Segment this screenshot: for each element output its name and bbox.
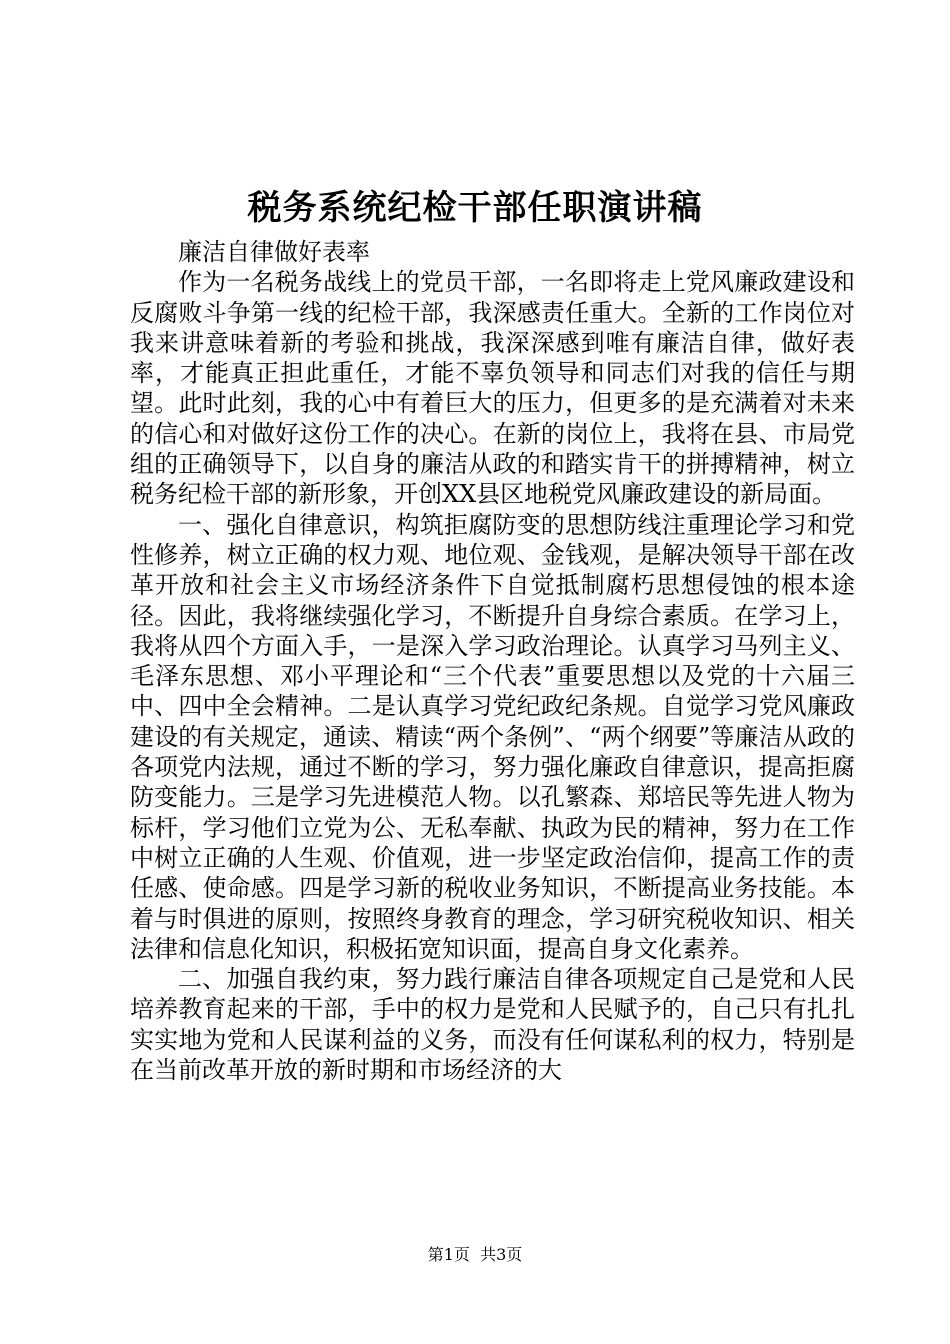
page-number-total: 共3页 (480, 1245, 523, 1264)
document-title: 税务系统纪检干部任职演讲稿 (247, 188, 703, 228)
document-body (130, 237, 855, 1085)
paragraph-intro: 作为一名税务战线上的党员干部，一名即将走上党风廉政建设和反腐败斗争第一线的纪检干部，我深感责任重大。全新的工作岗位对我来讲意味着新的考验和挑战，我深深感到唯有廉洁自律，做好表率，才能真正担此重任，才能不辜负领导和同志们对我的信任与期望。此时此刻，我的心中有着巨大的压力，但更多的是充满着对未来的信心和对做好这份工作的决心。在新的岗位上，我将在县、市局党组的正确领导下，以自身的廉洁从政的和踏实肯干的拼搏精神，树立税务纪检干部的新形象，开创XX县区地税党风廉政建设的新局面。 (130, 268, 855, 509)
paragraph-section-2: 二、加强自我约束，努力践行廉洁自律各项规定自己是党和人民培养教育起来的干部，手中的权力是党和人民赋予的，自己只有扎扎实实地为党和人民谋利益的义务，而没有任何谋私利的权力，特别是在当前改革开放的新时期和市场经济的大 (130, 965, 855, 1085)
paragraph-section-1: 一、强化自律意识，构筑拒腐防变的思想防线注重理论学习和党性修养，树立正确的权力观、地位观、金钱观，是解决领导干部在改革开放和社会主义市场经济条件下自觉抵制腐朽思想侵蚀的根本途径。因此，我将继续强化学习，不断提升自身综合素质。在学习上，我将从四个方面入手，一是深入学习政治理论。认真学习马列主义、毛泽东思想、邓小平理论和“三个代表”重要思想以及党的十六届三中、四中全会精神。二是认真学习党纪政纪条规。自觉学习党风廉政建设的有关规定，通读、精读“两个条例”、“两个纲要”等廉洁从政的各项党内法规，通过不断的学习，努力强化廉政自律意识，提高拒腐防变能力。三是学习先进模范人物。以孔繁森、郑培民等先进人物为标杆，学习他们立党为公、无私奉献、执政为民的精神，努力在工作中树立正确的人生观、价值观，进一步坚定政治信仰，提高工作的责任感、使命感。四是学习新的税收业务知识，不断提高业务技能。本着与时俱进的原则，按照终身教育的理念，学习研究税收知识、相关法律和信息化知识，积极拓宽知识面，提高自身文化素养。 (130, 510, 855, 963)
page-number-current: 第1页 (427, 1245, 470, 1264)
page-footer (0, 1244, 950, 1266)
document-subtitle: 廉洁自律做好表率 (178, 238, 370, 266)
